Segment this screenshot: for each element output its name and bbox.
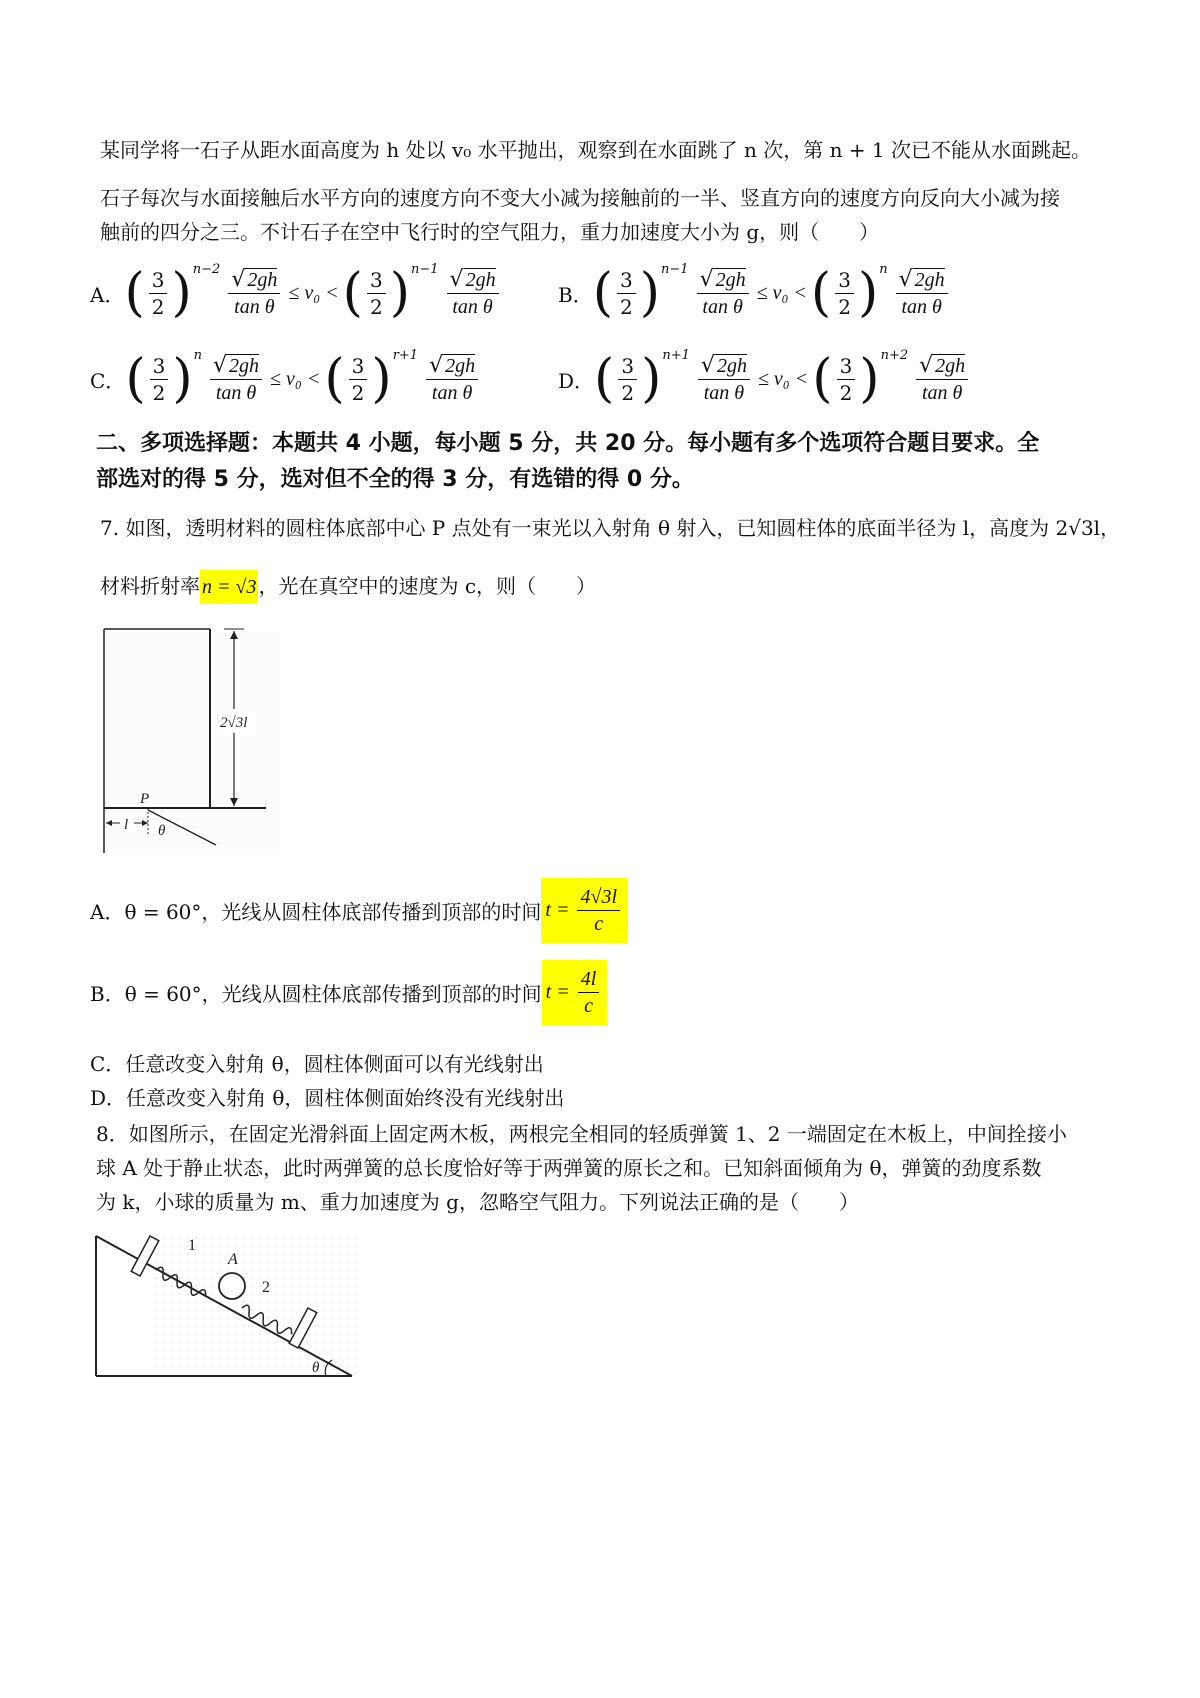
q7-line-1: 7. 如图，透明材料的圆柱体底部中心 P 点处有一束光以入射角 θ 射入，已知圆柱体的底面半径为 l，高度为 2√3l， — [100, 516, 1121, 540]
cylinder-height-label: 2√3l — [220, 715, 248, 731]
option-label: B． — [558, 282, 593, 307]
section-heading-line-2: 部选对的得 5 分，选对但不全的得 3 分，有选错的得 0 分。 — [96, 467, 694, 492]
time-formula-b-highlight: t = $\frac{4l}{c}$ — [542, 960, 608, 1025]
exponent: n−1 — [411, 261, 439, 277]
q8-line-2: 球 A 处于静止状态，此时两弹簧的总长度恰好等于两弹簧的原长之和。已知斜面倾角为 θ，弹簧的劲度系数 — [96, 1156, 1042, 1180]
exponent: n — [193, 347, 203, 363]
q7-option-a: A．θ = 60°，光线从圆柱体底部传播到顶部的时间 t = $\frac{4√3l}{c}$ — [90, 878, 628, 943]
ball-a-label: A — [228, 1251, 238, 1268]
q7-line-2: 材料折射率 n = √3 ，光在真空中的速度为 c，则（ ） — [100, 572, 596, 601]
time-formula-a-highlight: t = $\frac{4√3l}{c}$ — [541, 878, 628, 943]
q7-option-c: C．任意改变入射角 θ，圆柱体侧面可以有光线射出 — [90, 1052, 544, 1076]
exponent: n+1 — [662, 347, 690, 363]
exponent: n−2 — [192, 261, 221, 277]
option-label: D． — [558, 368, 595, 393]
incline-spring-figure — [90, 1228, 370, 1388]
exponent: n — [879, 261, 888, 277]
exponent: n−1 — [661, 261, 689, 277]
refractive-index-highlight: n = √3 — [200, 570, 258, 604]
spring-2-label: 2 — [262, 1279, 270, 1296]
incline-angle-label: θ — [312, 1360, 320, 1376]
q6-option-c: C． ( $\frac{3}{2}$ ) n $\frac{√ 2gh}{\text{tan θ}}$ ≤ v₀ < ( $\frac{3}{2}$ ) r+1 $\frac{√ 2gh}{\text{tan θ}}$ — [90, 352, 482, 406]
q8-line-3: 为 k，小球的质量为 m、重力加速度为 g，忽略空气阻力。下列说法正确的是（ ） — [96, 1190, 859, 1214]
q6-line-2: 石子每次与水面接触后水平方向的速度方向不变大小减为接触前的一半、竖直方向的速度方向反向大小减为接 — [100, 186, 1060, 210]
exponent: r+1 — [392, 347, 419, 363]
option-label: C． — [90, 368, 126, 393]
exponent: n+2 — [880, 347, 909, 363]
q7-option-b: B．θ = 60°，光线从圆柱体底部传播到顶部的时间 t = $\frac{4l}{c}$ — [90, 960, 607, 1025]
point-p-label: P — [140, 791, 150, 807]
q6-line-3: 触前的四分之三。不计石子在空中飞行时的空气阻力，重力加速度大小为 g，则（ ） — [100, 220, 880, 244]
option-label: A． — [90, 282, 125, 307]
radius-label: l — [124, 817, 129, 833]
incident-angle-label: θ — [158, 823, 166, 839]
q6-line-1: 某同学将一石子从距水面高度为 h 处以 v₀ 水平抛出，观察到在水面跳了 n 次，第 n + 1 次已不能从水面跳起。 — [100, 138, 1092, 162]
q6-option-b: B． ( $\frac{3}{2}$ ) n−1 $\frac{√ 2gh}{\text{tan θ}}$ ≤ v₀ < ( $\frac{3}{2}$ ) n $\frac{√ 2gh}{\text{tan θ}}$ — [558, 266, 952, 320]
q6-option-a: A． ( $\frac{3}{2}$ ) n−2 $\frac{√ 2gh}{\text{tan θ}}$ ≤ v₀ < ( $\frac{3}{2}$ ) n−1 $\frac{√ 2gh}{\text{tan θ}}$ — [90, 266, 503, 320]
spring-1-label: 1 — [188, 1237, 196, 1254]
cylinder-figure — [96, 625, 286, 865]
q7-option-d: D．任意改变入射角 θ，圆柱体侧面始终没有光线射出 — [90, 1086, 565, 1110]
q8-line-1: 8．如图所示，在固定光滑斜面上固定两木板，两根完全相同的轻质弹簧 1、2 一端固定在木板上，中间拴接小 — [96, 1122, 1067, 1146]
section-heading-line-1: 二、多项选择题：本题共 4 小题，每小题 5 分，共 20 分。每小题有多个选项符合题目要求。全 — [96, 431, 1040, 456]
q6-option-d: D． ( $\frac{3}{2}$ ) n+1 $\frac{√ 2gh}{\text{tan θ}}$ ≤ v₀ < ( $\frac{3}{2}$ ) n+2 $\frac{√ 2gh}{\text{tan θ}}$ — [558, 352, 972, 406]
